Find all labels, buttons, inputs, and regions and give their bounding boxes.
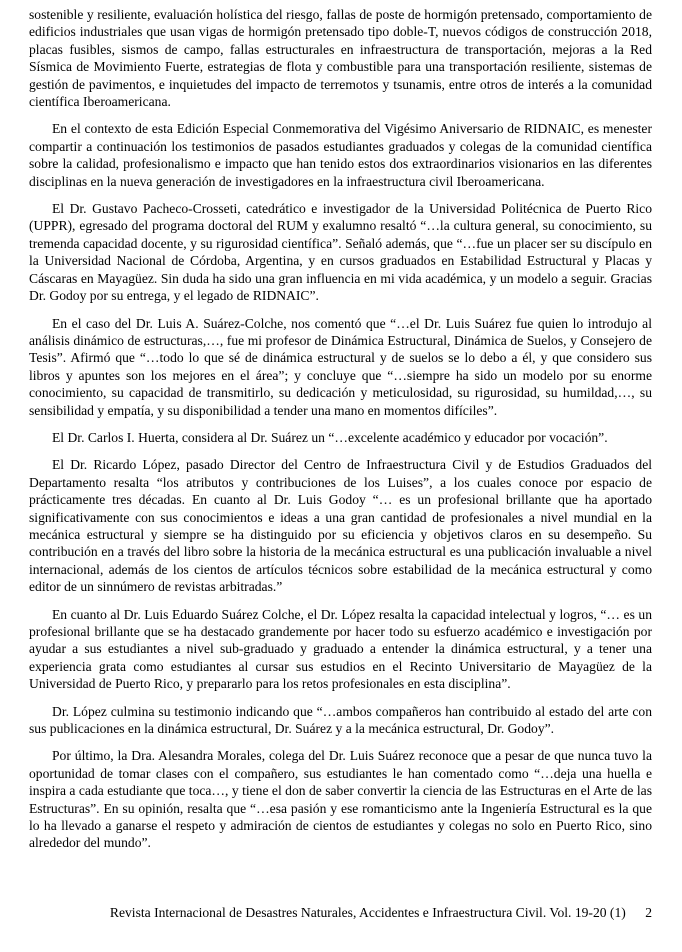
paragraph-morales-testimony: Por último, la Dra. Alesandra Morales, colega del Dr. Luis Suárez reconoce que a pesar de que nunca tuvo la oportunidad de tomar clases con el compañero, sus estudiantes le han comentado como “…deja una huella e inspira a cada estudiante que toca…, y tiene el don de saber convertir la ciencia de las Estructuras en el Arte de las Estructuras”. En su opinión, resalta que “…esa pasión y ese romanticismo ante la Ingeniería Estructural es la que lo ha llevado a ganarse el respeto y admiración de cientos de estudiantes y colegas no solo en Puerto Rico, sino alrededor del mundo”.: [29, 748, 652, 851]
paragraph-huerta-testimony: El Dr. Carlos I. Huerta, considera al Dr. Suárez un “…excelente académico y educador por vocación”.: [52, 429, 608, 445]
body-text: [29, 6, 652, 862]
paragraph-lopez-godoy-testimony: El Dr. Ricardo López, pasado Director del Centro de Infraestructura Civil y de Estudios Graduados del Departamento resalta “los atributos y contribuciones de los Luises”, a los cuales conoce por espacio de prácticamente tres décadas. En cuanto al Dr. Luis Godoy “… es un profesional brillante que ha aportado significativamente con sus conocimientos e ideas a una gran cantidad de profesionales a nivel mundial en la mecánica estructural y siempre se ha distinguido por su eficiencia y objetivos claros en su desempeño. Su contribución en a través del libro sobre la historia de la mecánica estructural es una publicación invaluable a nivel internacional, además de los cientos de artículos técnicos sobre estabilidad de la mecánica estructural y como editor de un sinnúmero de revistas arbitradas.”: [29, 457, 652, 595]
journal-citation: Revista Internacional de Desastres Naturales, Accidentes e Infraestructura Civil. Vol. 19-20 (1): [109, 905, 626, 920]
paragraph-lopez-suarez-testimony: En cuanto al Dr. Luis Eduardo Suárez Colche, el Dr. López resalta la capacidad intelectual y logros, “… es un profesional brillante que se ha destacado grandemente por hacer todo su esfuerzo académico e investigación por ayudar a sus estudiantes a nivel sub-graduado y graduado a entender la dinámica estructural, y a tener una experiencia grata como estudiantes al cursar sus estudios en el Recinto Universitario de Mayagüez de la Universidad de Puerto Rico, y prepararlo para los retos profesionales en esta disciplina”.: [29, 606, 652, 692]
page-footer: [29, 904, 652, 921]
paragraph-continuation: sostenible y resiliente, evaluación holística del riesgo, fallas de poste de hormigón pretensado, comportamiento de edificios industriales que usan vigas de hormigón pretensado tipo doble-T, nuevos códigos de construcción 2018, placas fusibles, sismos de campo, fallas estructurales en infraestructura de transportación, mejoras a la Red Sísmica de Movimiento Fuerte, estrategias de flota y combustible para una transportación resiliente, sistemas de gestión de pavimentos, e inquietudes del impacto de terremotos y tsunamis, entre otros de interés a la comunidad científica Iberoamericana.: [29, 7, 652, 110]
paragraph-suarez-colche-testimony: En el caso del Dr. Luis A. Suárez-Colche, nos comentó que “…el Dr. Luis Suárez fue quien lo introdujo al análisis dinámico de estructuras,…, fue mi profesor de Dinámica Estructural, Dinámica de Suelos, y Consejero de Tesis”. Afirmó que “…todo lo que sé de dinámica estructural y de suelos se lo debo a él, y que considero sus libros y apuntes son los mejores en el área”; y concluye que “…siempre ha sido un modelo por su enorme conocimiento, su capacidad de transmitirlo, su dedicación y meticulosidad, su rigurosidad, su humildad,…, su sensibilidad y empatía, y su disponibilidad a tender una mano en momentos difíciles”.: [29, 315, 652, 418]
paragraph-context: En el contexto de esta Edición Especial Conmemorativa del Vigésimo Aniversario de RIDNAIC, es menester compartir a continuación los testimonios de pasados estudiantes graduados y colegas de la comunidad científica sobre la calidad, profesionalismo e impacto que han tenido estos dos extraordinarios visionarios en las diferentes disciplinas en la nueva generación de investigadores en la infraestructura civil Iberoamericana.: [29, 121, 652, 189]
paragraph-lopez-conclusion: Dr. López culmina su testimonio indicando que “…ambos compañeros han contribuido al estado del arte con sus publicaciones en la dinámica estructural, Dr. Suárez y a la mecánica estructural, Dr. Godoy”.: [29, 703, 652, 737]
paragraph-pacheco-testimony: El Dr. Gustavo Pacheco-Crosseti, catedrático e investigador de la Universidad Politécnica de Puerto Rico (UPPR), egresado del programa doctoral del RUM y exalumno resaltó “…la cultura general, su conocimiento, su tremenda capacidad docente, y su rigurosidad científica”. Señaló además, que “…fue un placer ser su discípulo en la Universidad Nacional de Córdoba, Argentina, y en cursos graduados en Estabilidad Estructural y Placas y Cáscaras en Mayagüez. Sin duda ha sido una gran influencia en mi vida académica, y un modelo a seguir. Gracias Dr. Godoy por su entrega, y el legado de RIDNAIC”.: [29, 201, 652, 304]
page-number: 2: [645, 905, 652, 920]
